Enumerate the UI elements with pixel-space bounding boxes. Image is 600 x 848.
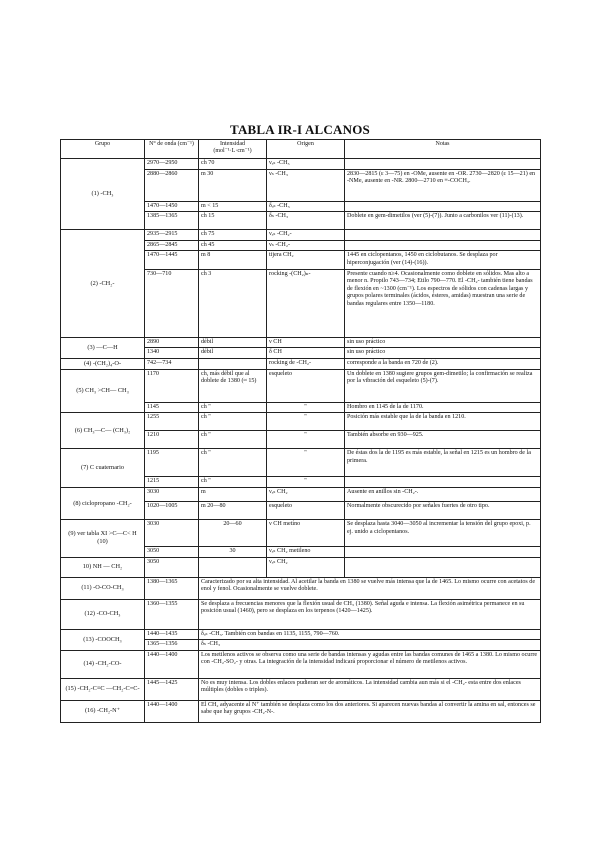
table-row bbox=[61, 519, 541, 546]
note-cell: Presente cuando n≥4. Ocasionalmente como doblete en sólidos. Mas alto a menor n. Propilo 743—734; Etilo 790—770. El -CH₂- también tiene bandas de flexión en ~1300 (cm⁻¹). Los espectros de sólidos con cadenas largas y grupos polares terminales (ácidos, ésteres, amidas) muestran una serie de bandas regulares entre 1350—1180. bbox=[345, 269, 541, 337]
intensity-cell: ch " bbox=[199, 402, 267, 413]
wavenumber-cell: 1440—1400 bbox=[145, 700, 199, 722]
header-row bbox=[61, 140, 541, 159]
note-cell: sin uso práctico bbox=[345, 337, 541, 348]
ir-table bbox=[60, 139, 541, 723]
note-cell: Ausente en anillos sin -CH₂-. bbox=[345, 487, 541, 501]
wavenumber-cell: 1020—1005 bbox=[145, 501, 199, 519]
origin-cell: ν CH metíno bbox=[267, 519, 345, 546]
wavenumber-cell: 3050 bbox=[145, 546, 199, 557]
group-cell: (16) -CH₂-N⁺ bbox=[61, 700, 145, 722]
intensity-cell: m 8 bbox=[199, 251, 267, 269]
wavenumber-cell: 1195 bbox=[145, 449, 199, 477]
wavenumber-cell: 2970—2950 bbox=[145, 159, 199, 170]
table-row bbox=[61, 487, 541, 501]
intensity-cell bbox=[199, 358, 267, 369]
table-row bbox=[61, 678, 541, 700]
intensity-cell: ch 70 bbox=[199, 159, 267, 170]
origin-cell: νₐₛ -CH₃ bbox=[267, 159, 345, 170]
origin-cell: " bbox=[267, 402, 345, 413]
note-cell: No es muy intensa. Los dobles enlaces pudieran ser de aromáticos. La intensidad cambia aun más si el -CH₂- esta entre dos enlaces múltiples (dobles o triples). bbox=[199, 678, 541, 700]
table-row bbox=[61, 337, 541, 348]
group-cell: (6) CH₃―C― (CH₃)₂ bbox=[61, 413, 145, 449]
note-cell: 2830—2815 (ε 3—75) en -OMe, ausente en -OR. 2730—2820 (ε 15—21) en -NMe, ausente en -NR. 2800—2710 en ≡-COCH₃. bbox=[345, 169, 541, 201]
group-cell: 10) NH ― CH₂ bbox=[61, 557, 145, 577]
wavenumber-cell: 3030 bbox=[145, 519, 199, 546]
group-cell: (15) -CH₂-C≡C ―CH₂-C=C- bbox=[61, 678, 145, 700]
note-cell bbox=[345, 557, 541, 577]
intensity-cell: débil bbox=[199, 348, 267, 359]
origin-cell: rocking -(CH₂)ₙ- bbox=[267, 269, 345, 337]
note-cell: Los metilenos activos se observa como una serie de bandas intensas y agudas entre las bandas comunes de 1465 a 1380. Lo mismo ocurre con -CH₂-SO₂- y otras. La integración de la intensidad indicará proporcionar el número de metilenos activos. bbox=[199, 650, 541, 678]
origin-cell: δₐₛ -CH₃ bbox=[267, 201, 345, 212]
intensity-cell: ch 15 bbox=[199, 212, 267, 230]
wavenumber-cell: 1360—1355 bbox=[145, 599, 199, 629]
note-cell: Doblete en gem-dimetilos (ver (5)-(7)). Junto a carbonilos ver (11)-(13). bbox=[345, 212, 541, 230]
wavenumber-cell: 2935—2915 bbox=[145, 230, 199, 241]
note-cell: Posición más estable que la de la banda en 1210. bbox=[345, 413, 541, 431]
origin-cell: " bbox=[267, 431, 345, 449]
intensity-cell: 30 bbox=[199, 546, 267, 557]
table-row bbox=[61, 557, 541, 577]
note-cell bbox=[345, 201, 541, 212]
group-cell: (9) ver tabla XI >C―C< H (10) bbox=[61, 519, 145, 557]
intensity-cell: ch " bbox=[199, 449, 267, 477]
wavenumber-cell: 1170 bbox=[145, 369, 199, 402]
group-cell: (14) -CH₂-CO- bbox=[61, 650, 145, 678]
intensity-cell: m bbox=[199, 487, 267, 501]
group-cell: (12) -CO-CH₃ bbox=[61, 599, 145, 629]
origin-cell: esqueleto bbox=[267, 369, 345, 402]
note-cell bbox=[345, 477, 541, 488]
origin-cell: νₛ -CH₃ bbox=[267, 169, 345, 201]
intensity-cell: ch 75 bbox=[199, 230, 267, 241]
intensity-cell: m 30 bbox=[199, 169, 267, 201]
table-row bbox=[61, 230, 541, 241]
group-cell: (1) -CH₃ bbox=[61, 159, 145, 230]
header-onda: N° de onda (cm⁻¹) bbox=[145, 140, 199, 159]
group-cell: (2) -CH₂- bbox=[61, 230, 145, 337]
note-cell: También absorbe en 930—925. bbox=[345, 431, 541, 449]
note-cell: El CH₂ adyacente al N⁺ también se desplaza como los dos anteriores. Si aparecen nuevas bandas al convertir la amina en sal, entonces se sabe que hay grupos -CH₂-N-. bbox=[199, 700, 541, 722]
header-intensidad: Intensidad (mol⁻¹·L·cm⁻¹) bbox=[199, 140, 267, 159]
note-cell: δₐₛ -CH₃. También con bandas en 1135, 1155, 790—760. bbox=[199, 629, 541, 640]
intensity-cell: m < 15 bbox=[199, 201, 267, 212]
header-origen: Origen bbox=[267, 140, 345, 159]
note-cell: δₛ -CH₃ bbox=[199, 640, 541, 651]
table-row bbox=[61, 449, 541, 477]
origin-cell: " bbox=[267, 413, 345, 431]
group-cell: (8) ciclopropano -CH₂- bbox=[61, 487, 145, 519]
note-cell: Un doblete en 1380 sugiere grupos gem-dimetilo; la confirmación se realiza por la vibración del esqueleto (5)-(7). bbox=[345, 369, 541, 402]
note-cell: corresponde a la banda en 720 de (2). bbox=[345, 358, 541, 369]
intensity-cell: débil bbox=[199, 337, 267, 348]
table-row bbox=[61, 650, 541, 678]
wavenumber-cell: 1470—1450 bbox=[145, 201, 199, 212]
wavenumber-cell: 1340 bbox=[145, 348, 199, 359]
origin-cell: " bbox=[267, 449, 345, 477]
wavenumber-cell: 1380—1365 bbox=[145, 577, 199, 599]
note-cell: Hombro en 1145 de la de 1170. bbox=[345, 402, 541, 413]
wavenumber-cell: 1385—1365 bbox=[145, 212, 199, 230]
table-row bbox=[61, 629, 541, 640]
group-cell: (3) ―C―H bbox=[61, 337, 145, 358]
wavenumber-cell: 1145 bbox=[145, 402, 199, 413]
wavenumber-cell: 2865—2845 bbox=[145, 240, 199, 251]
wavenumber-cell: 1210 bbox=[145, 431, 199, 449]
intensity-cell: ch " bbox=[199, 431, 267, 449]
wavenumber-cell: 1440—1435 bbox=[145, 629, 199, 640]
origin-cell: esqueleto bbox=[267, 501, 345, 519]
intensity-cell: 20—60 bbox=[199, 519, 267, 546]
note-cell: Se desplaza a frecuencias menores que la flexión usual de CH₃ (1380). Señal aguda e intensa. La flexión asimétrica permanece en su posición usual (1460), pero se desplaza en los terpenos (1420—1425). bbox=[199, 599, 541, 629]
table-row bbox=[61, 159, 541, 170]
wavenumber-cell: 2880—2860 bbox=[145, 169, 199, 201]
wavenumber-cell: 1440—1400 bbox=[145, 650, 199, 678]
intensity-cell: ch " bbox=[199, 413, 267, 431]
table-row bbox=[61, 369, 541, 402]
origin-cell: νₐₛ CH₂ metileno bbox=[267, 546, 345, 557]
intensity-cell: ch 3 bbox=[199, 269, 267, 337]
intensity-cell bbox=[199, 557, 267, 577]
note-cell: De éstas dos la de 1195 es más estable, la señal en 1215 es un hombro de la primera. bbox=[345, 449, 541, 477]
note-cell: Normalmente obscurecido por señales fuertes de otro tipo. bbox=[345, 501, 541, 519]
note-cell: 1445 en ciclopentanos, 1450 en ciclobutanos. Se desplaza por hiperconjugación (ver (14)-(16)). bbox=[345, 251, 541, 269]
wavenumber-cell: 3030 bbox=[145, 487, 199, 501]
wavenumber-cell: 1255 bbox=[145, 413, 199, 431]
note-cell bbox=[345, 240, 541, 251]
note-cell bbox=[345, 159, 541, 170]
intensity-cell: ch 45 bbox=[199, 240, 267, 251]
note-cell bbox=[345, 230, 541, 241]
group-cell: (13) -COOCH₃ bbox=[61, 629, 145, 650]
table-row bbox=[61, 413, 541, 431]
origin-cell: ν CH bbox=[267, 337, 345, 348]
note-cell: sin uso práctico bbox=[345, 348, 541, 359]
group-cell: (5) CH₃ >CH― CH₃ bbox=[61, 369, 145, 413]
wavenumber-cell: 730—710 bbox=[145, 269, 199, 337]
wavenumber-cell: 742—734 bbox=[145, 358, 199, 369]
wavenumber-cell: 1445—1425 bbox=[145, 678, 199, 700]
wavenumber-cell: 1365—1356 bbox=[145, 640, 199, 651]
origin-cell: " bbox=[267, 477, 345, 488]
note-cell bbox=[345, 546, 541, 557]
origin-cell: tijera CH₂ bbox=[267, 251, 345, 269]
origin-cell: νₐₛ CH₂ bbox=[267, 557, 345, 577]
origin-cell: νₛ -CH₂- bbox=[267, 240, 345, 251]
intensity-cell: ch, más débil que al doblete de 1380 (≈ 15) bbox=[199, 369, 267, 402]
wavenumber-cell: 3050 bbox=[145, 557, 199, 577]
group-cell: (4) -(CH₂)₄-O- bbox=[61, 358, 145, 369]
intensity-cell: ch " bbox=[199, 477, 267, 488]
table-row bbox=[61, 700, 541, 722]
group-cell: (7) C cuaternario bbox=[61, 449, 145, 488]
header-notas: Notas bbox=[345, 140, 541, 159]
table-row bbox=[61, 577, 541, 599]
origin-cell: δₛ -CH₃ bbox=[267, 212, 345, 230]
wavenumber-cell: 2890 bbox=[145, 337, 199, 348]
wavenumber-cell: 1470—1445 bbox=[145, 251, 199, 269]
origin-cell: νₐₛ CH₂ bbox=[267, 487, 345, 501]
header-grupo: Grupo bbox=[61, 140, 145, 159]
note-cell: Caracterizado por su alta intensidad. Al acetilar la banda en 1380 se vuelve más intensa que la de 1465. Lo mismo ocurre con acetatos de enol y fenol. Ocasionalmente se vuelve doblete. bbox=[199, 577, 541, 599]
origin-cell: rocking de -CH₂- bbox=[267, 358, 345, 369]
table-row bbox=[61, 358, 541, 369]
wavenumber-cell: 1215 bbox=[145, 477, 199, 488]
table-row bbox=[61, 599, 541, 629]
note-cell: Se desplaza hasta 3040—3050 al incrementar la tensión del grupo epoxi, p. ej. unido a ciclopentanos. bbox=[345, 519, 541, 546]
origin-cell: δ CH bbox=[267, 348, 345, 359]
table-title: TABLA IR-I ALCANOS bbox=[230, 122, 370, 137]
group-cell: (11) -O-CO-CH₃ bbox=[61, 577, 145, 599]
intensity-cell: m 20—80 bbox=[199, 501, 267, 519]
origin-cell: νₐₛ -CH₂- bbox=[267, 230, 345, 241]
